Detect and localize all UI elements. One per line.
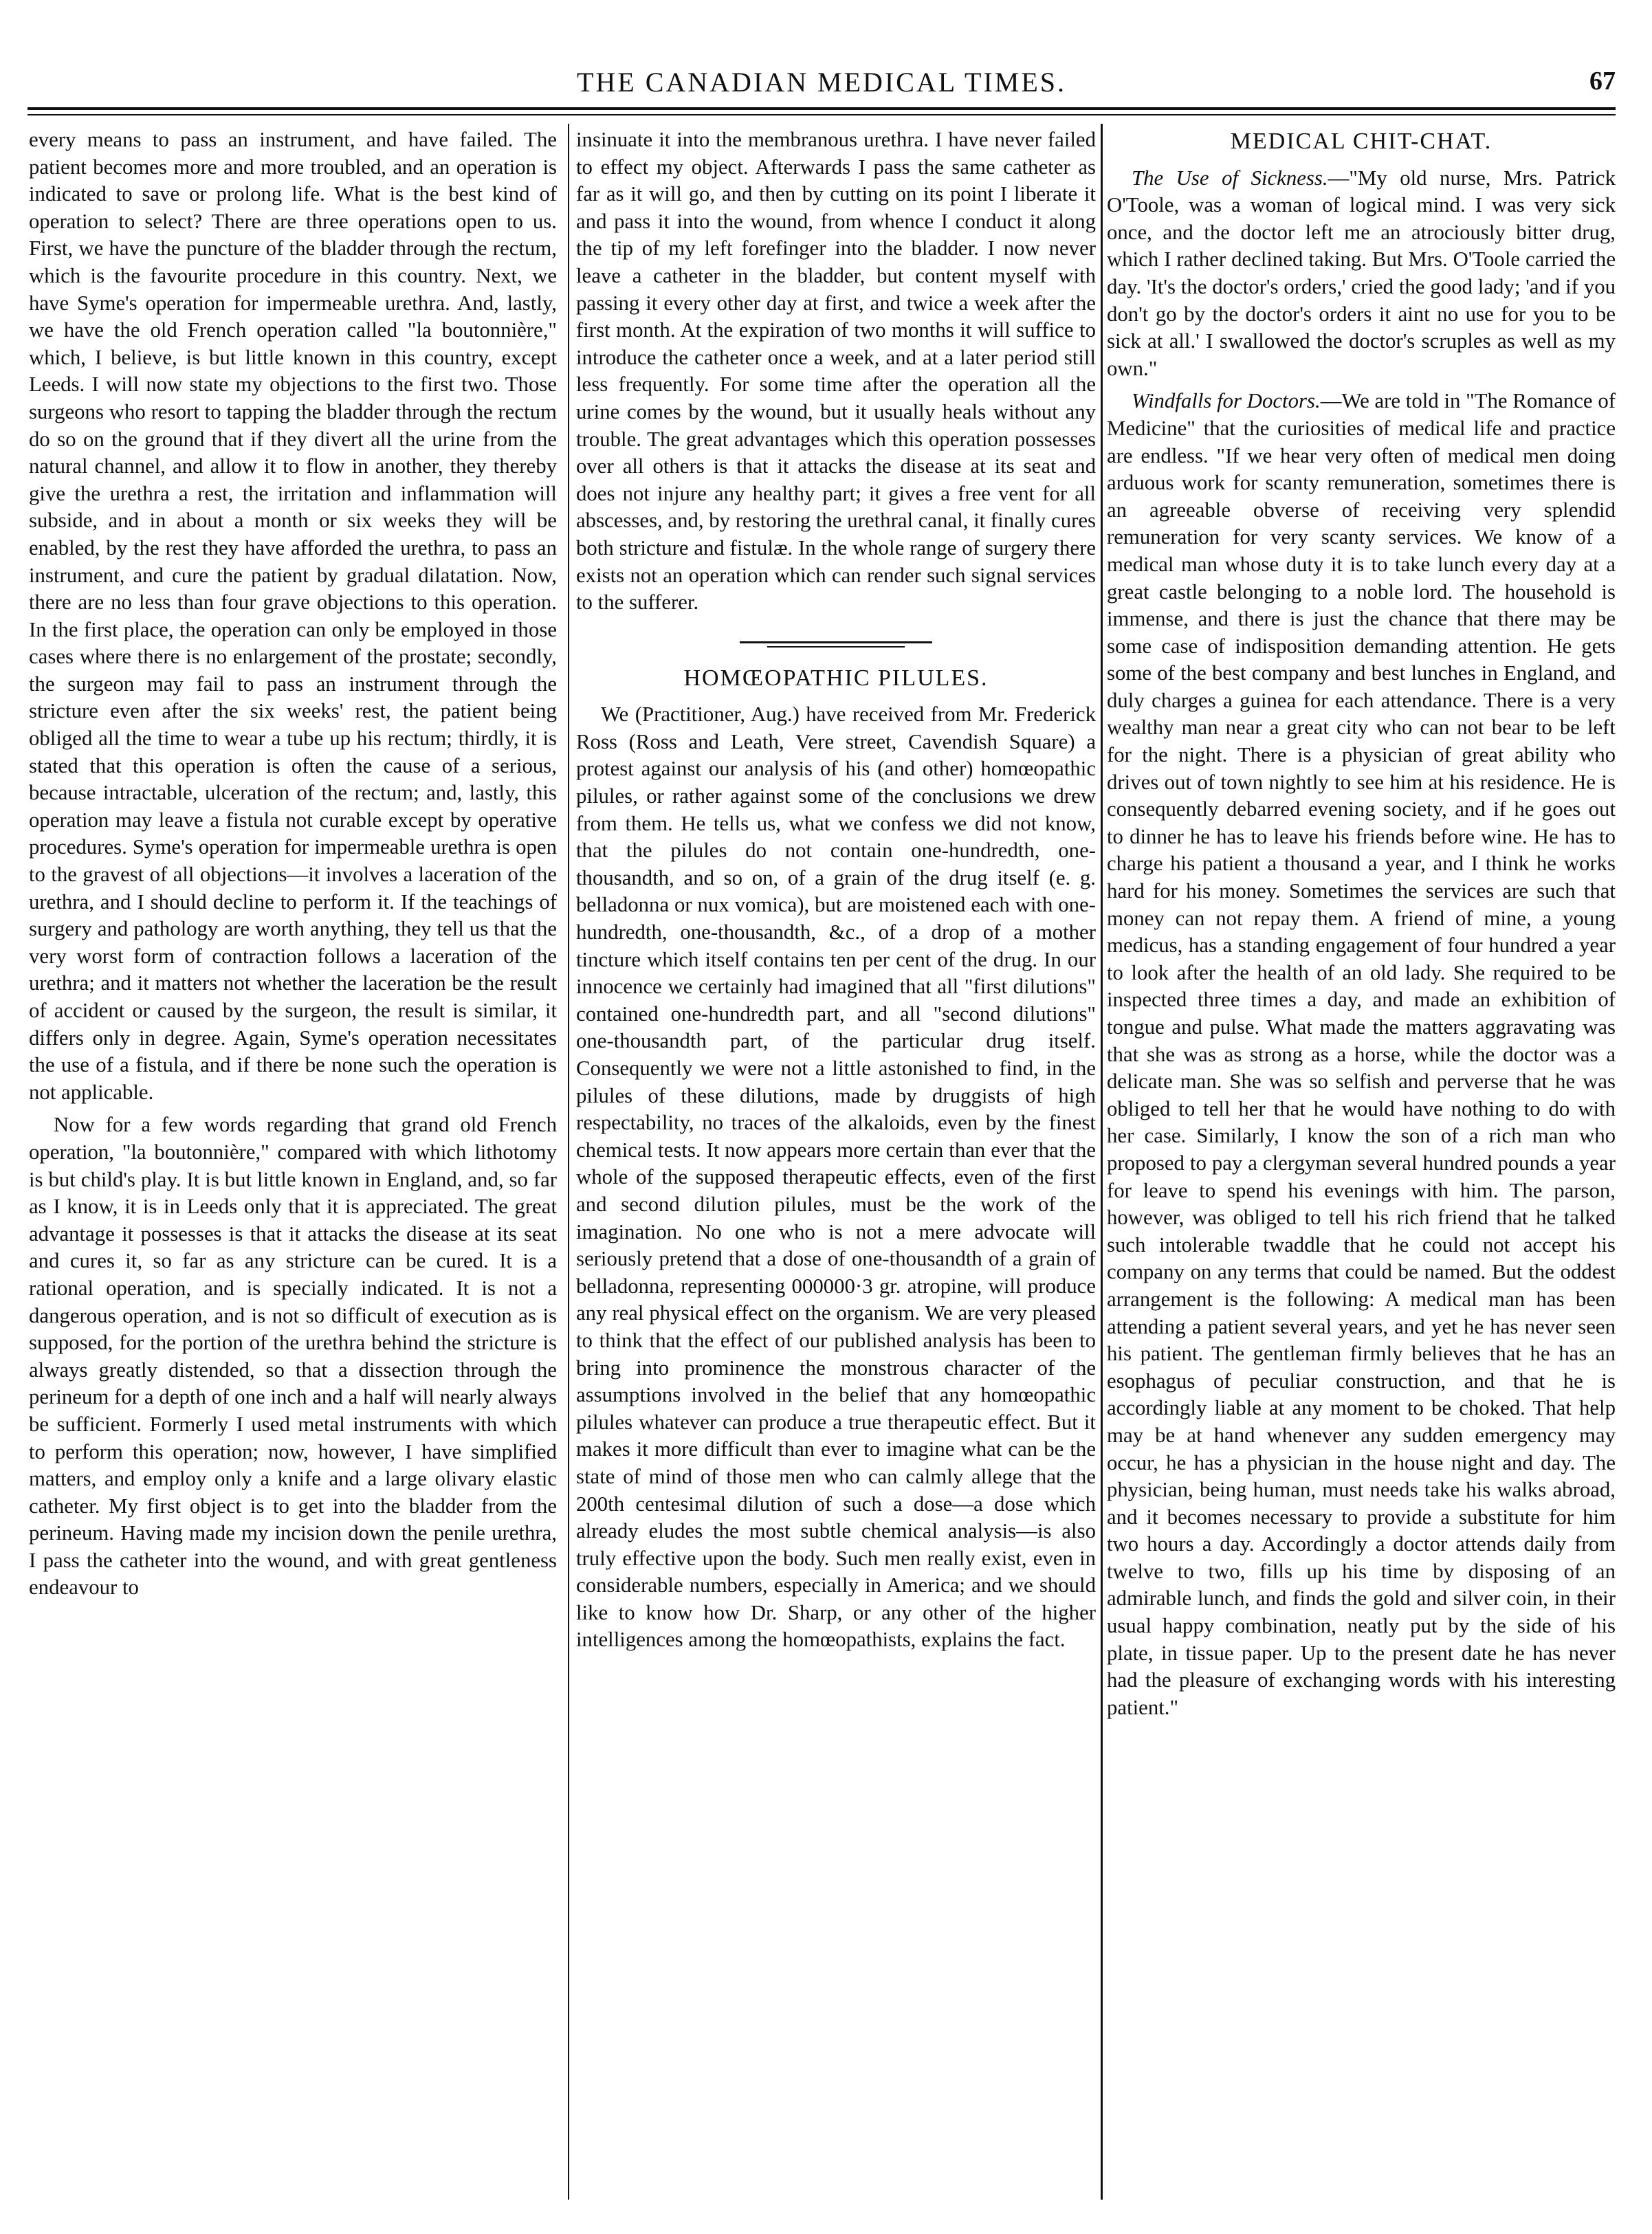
section-title-homoeopathic-pilules: HOMŒOPATHIC PILULES. [683,665,989,691]
article-paragraph: every means to pass an instrument, and have failed. The patient becomes more and more troubled, and an operation is indicated to save or prolong life. What is the best kind of operation to select? There are three operations open to us. First, we have the puncture of the bladder through the rectum, which is the favourite procedure in this country. Next, we have Syme's operation for impermeable urethra. And, lastly, we have the old French operation called "la boutonnière," which, I believe, is but little known in this country, except Leeds. I will now state my objections to the first two. Those surgeons who resort to tapping the bladder through the rectum do so on the ground that if they divert all the urine from the natural channel, and allow it to flow in another, they thereby give the urethra a rest, the irritation and inflammation will subside, and in about a month or six weeks they will be enabled, by the rest they have afforded the urethra, to pass an instrument, and cure the patient by gradual dilatation. Now, there are no less than four grave objections to this operation. In the first place, the operation can only be employed in those cases where there is no enlargement of the prostate; secondly, the surgeon may fail to pass an instrument through the stricture even after the six weeks' rest, the patient being obliged all the time to wear a tube up his rectum; thirdly, it is stated that this operation is often the cause of a serious, because intractable, ulceration of the rectum; and, lastly, this operation may leave a fistula not curable except by operative procedures. Syme's operation for impermeable urethra is open to the gravest of all objections—it involves a laceration of the urethra, and I should decline to perform it. If the teachings of surgery and pathology are worth anything, they tell us that the very worst form of contraction follows a laceration of the urethra; and it matters not whether the laceration be the result of accident or caused by the surgeon, the result is similar, it differs only in degree. Again, Syme's operation necessitates the use of a fistula, and if there be none such the operation is not applicable. [29,128,557,1104]
item-text: —"My old nurse, Mrs. Patrick O'Toole, was a woman of logical mind. I was very sick once, and the doctor left me an atrociously bitter drug, which I rather declined taking. But Mrs. O'Toole carried the day. 'It's the doctor's orders,' cried the good lady; 'and if you don't go by the doctor's orders it aint no use for you to be sick at all.' I swallowed the doctor's scruples as well as my own." [1107,166,1616,380]
header-rule-thick [27,107,1616,110]
item-text: —We are told in "The Romance of Medicine" that the curiosities of medical life and practice are endless. "If we hear very often of medical men doing arduous work for scanty remuneration, sometimes there is an agreeable obverse of receiving very splendid remuneration for very scanty services. We know of a medical man whose duty it is to take lunch every day at a great castle belonging to a noble lord. The household is immense, and there is just the chance that there may be some case of indisposition demanding attention. He gets some of the best company and best lunches in England, and duly charges a guinea for each attendance. There is a very wealthy man near a great city who can not bear to be left for the night. There is a physician of great ability who drives out of town nightly to see him at his residence. He is consequently debarred evening society, and if he goes out to dinner he has to leave his friends before wine. He has to charge his patient a thousand a year, and I think he works hard for his money. Sometimes the services are such that money can not repay them. A friend of mine, a young medicus, has a standing engagement of four hundred a year to look after the health of an old lady. She required to be inspected three times a day, and made an exhibition of tongue and pulse. What made the matters aggravating was that she was as strong as a horse, while the doctor was a delicate man. She was so selfish and perverse that he was obliged to tell her that he would have nothing to do with her case. Similarly, I know the son of a rich man who proposed to pay a clergyman several hundred pounds a year for leave to spend his evenings with him. The parson, however, was obliged to tell his rich friend that he talked such intolerable twaddle that he could not accept his company on any terms that could be named. But the oddest arrangement is the following: A medical man has been attending a patient several years, and yet he has never seen his patient. The gentleman firmly believes that he has an esophagus of peculiar construction, and that he is accordingly liable at any moment to be choked. That help may be at hand whenever any sudden emergency may occur, he has a physician in the house night and day. The physician, being human, must needs take his walks abroad, and it becomes necessary to provide a substitute for him two hours a day. Accordingly a doctor attends daily from twelve to two, fills up his time by disposing of an admirable lunch, and finds the gold and silver coin, in their usual happy combination, neatly put by the side of his plate, in tissue paper. Up to the present date he has never had the pleasure of exchanging words with his interesting patient." [1107,389,1616,1719]
column-1 [29,126,557,2202]
item-heading: The Use of Sickness. [1132,166,1328,190]
page-number: 67 [1589,67,1616,96]
section-divider-ornament [740,640,932,651]
item-heading: Windfalls for Doctors. [1132,389,1321,413]
article-paragraph: We (Practitioner, Aug.) have received from Mr. Frederick Ross (Ross and Leath, Vere street, Cavendish Square) a protest against our analysis of his (and other) homœopathic pilules, or rather against some of the conclusions we drew from them. He tells us, what we confess we did not know, that the pilules do not contain one-hundredth, one-thousandth, and so on, of a grain of the drug itself (e. g. belladonna or nux vomica), but are moistened each with one-hundredth, one-thousandth, &c., of a drop of a mother tincture which itself contains ten per cent of the drug. In our innocence we certainly had imagined that all "first dilutions" contained one-hundredth part, and all "second dilutions" one-thousandth part, of the particular drug itself. Consequently we were not a little astonished to find, in the pilules of these dilutions, made by druggists of high respectability, no traces of the alkaloids, even by the finest chemical tests. It now appears more certain than ever that the whole of the supposed therapeutic effects, even of the first and second dilution pilules, must be the work of the imagination. No one who is not a mere advocate will seriously pretend that a dose of one-thousandth of a grain of belladonna, representing 000000·3 gr. atropine, will produce any real physical effect on the organism. We are very pleased to think that the effect of our published analysis has been to bring into prominence the monstrous character of the assumptions involved in the belief that any homœopathic pilules whatever can produce a true therapeutic effect. But it makes it more difficult than ever to imagine what can be the state of mind of those men who can calmly allege that the 200th centesimal dilution of such a dose—a dose which already eludes the most subtle chemical analysis—is also truly effective upon the body. Such men really exist, even in considerable numbers, especially in America; and we should like to know how Dr. Sharp, or any other of the higher intelligences among the homœopathists, explains the fact. [576,703,1096,1652]
column-3 [1107,126,1616,2202]
header-rule-thin [27,114,1616,115]
chit-chat-item [1107,165,1616,383]
section-title-medical-chit-chat: MEDICAL CHIT-CHAT. [1230,129,1493,154]
column-2 [576,126,1096,2202]
journal-title: THE CANADIAN MEDICAL TIMES. [576,67,1067,98]
column-divider-2 [1101,124,1103,2200]
chit-chat-item [1107,388,1616,1721]
column-divider-1 [568,124,569,2200]
article-paragraph: insinuate it into the membranous urethra. I have never failed to effect my object. Afterwards I pass the same catheter as far as it will go, and then by cutting on its point I liberate it and pass it into the wound, from whence I conduct it along the tip of my left forefinger into the bladder. I now never leave a catheter in the bladder, but content myself with passing it every other day at first, and twice a week after the first month. At the expiration of two months it will suffice to introduce the catheter once a week, and at a later period still less frequently. For some time after the operation all the urine comes by the wound, but it usually heals without any trouble. The great advantages which this operation possesses over all others is that it attacks the disease at its seat and does not injure any healthy part; it gives a free vent for all abscesses, and, by restoring the urethral canal, it finally cures both stricture and fistulæ. In the whole range of surgery there exists not an operation which can render such signal services to the sufferer. [576,128,1096,615]
article-paragraph: Now for a few words regarding that grand old French operation, "la boutonnière," compared with which lithotomy is but child's play. It is but little known in England, and, so far as I know, it is in Leeds only that it is appreciated. The great advantage it possesses is that it attacks the disease at its seat and cures it, so far as any stricture can be cured. It is a rational operation, and is specially indicated. It is not a dangerous operation, and is not so difficult of execution as is supposed, for the portion of the urethra behind the stricture is always greatly distended, so that a dissection through the perineum for a depth of one inch and a half will nearly always be sufficient. Formerly I used metal instruments with which to perform this operation; now, however, I have simplified matters, and employ only a knife and a large olivary elastic catheter. My first object is to get into the bladder from the perineum. Having made my incision down the penile urethra, I pass the catheter into the wound, and with great gentleness endeavour to [29,1113,557,1600]
page-header [27,66,1616,104]
